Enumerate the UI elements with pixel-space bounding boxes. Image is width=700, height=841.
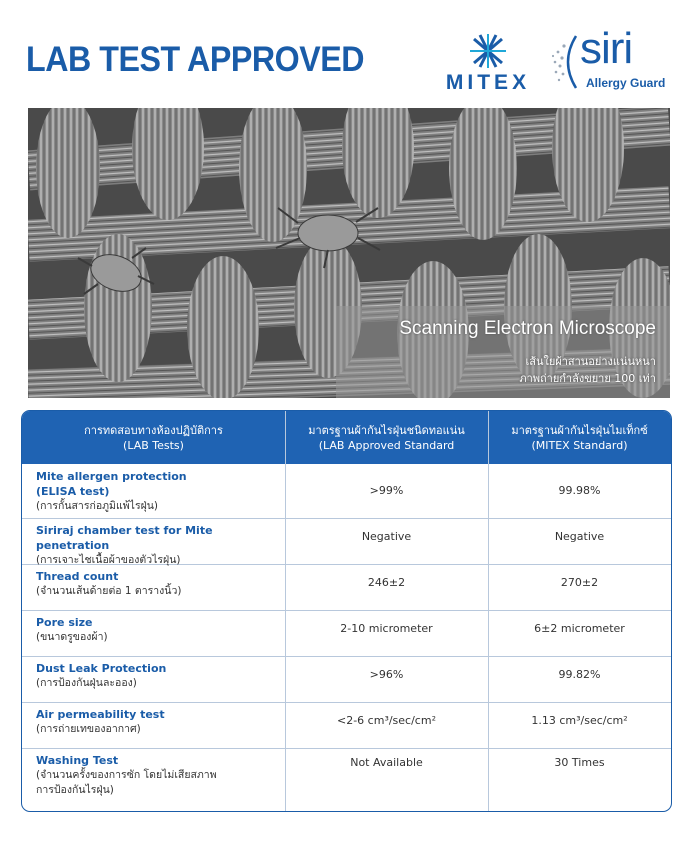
header-thai: การทดสอบทางห้องปฏิบัติการ <box>84 423 223 437</box>
siri-logo <box>550 24 670 96</box>
test-name: Dust Leak Protection <box>36 662 167 675</box>
lab-value: >96% <box>369 668 404 681</box>
table-row <box>22 702 671 748</box>
table-row <box>22 656 671 702</box>
mitex-value: 30 Times <box>554 756 605 769</box>
caption-line-2: ภาพถ่ายกำลังขยาย 100 เท่า <box>519 372 656 385</box>
test-name: Thread count <box>36 570 119 583</box>
caption-title: Scanning Electron Microscope <box>399 318 656 339</box>
mitex-emblem-icon <box>468 33 508 69</box>
test-name-thai: (การกั้นสารก่อภูมิแพ้ไรฝุ่น) <box>36 500 159 512</box>
microscope-photo <box>28 108 670 398</box>
page-title: LAB TEST APPROVED <box>26 40 365 79</box>
test-name: Pore size <box>36 616 93 629</box>
test-name-thai: (การถ่ายเทของอากาศ) <box>36 723 141 735</box>
header-en: (LAB Approved Standard <box>318 438 455 452</box>
test-name: Siriraj chamber test for Mite penetration <box>36 524 213 552</box>
test-name: Washing Test <box>36 754 119 767</box>
lab-value: <2-6 cm³/sec/cm² <box>337 714 436 727</box>
lab-value: >99% <box>369 484 404 497</box>
mitex-value: 270±2 <box>560 576 599 589</box>
header-lab-tests <box>22 411 285 464</box>
test-name: Mite allergen protection (ELISA test) <box>36 470 187 498</box>
header-thai: มาตรฐานผ้ากันไรฝุ่นไมเท็กซ์ <box>511 423 648 437</box>
test-name-thai: (จำนวนเส้นด้ายต่อ 1 ตารางนิ้ว) <box>36 585 182 597</box>
comparison-table <box>21 410 672 812</box>
mitex-value: 99.98% <box>558 484 601 497</box>
header-en: (MITEX Standard) <box>531 438 628 452</box>
siri-logo-subtitle: Allergy Guard <box>586 76 666 90</box>
mitex-value: Negative <box>554 530 605 543</box>
table-row <box>22 464 671 518</box>
test-name-thai: (ขนาดรูของผ้า) <box>36 631 108 643</box>
test-name-thai: (จำนวนครั้งของการซัก โดยไม่เสียสภาพ การป้องกันไรฝุ่น) <box>36 769 217 796</box>
lab-value: 246±2 <box>367 576 406 589</box>
table-row <box>22 748 671 811</box>
test-name-thai: (การป้องกันฝุ่นละออง) <box>36 677 137 689</box>
lab-value: Not Available <box>350 756 423 769</box>
header-thai: มาตรฐานผ้ากันไรฝุ่นชนิดทอแน่น <box>308 423 465 437</box>
lab-value: Negative <box>361 530 412 543</box>
table-row <box>22 564 671 610</box>
table-row <box>22 610 671 656</box>
mitex-value: 1.13 cm³/sec/cm² <box>531 714 628 727</box>
mitex-logo-text: MITEX <box>445 71 531 94</box>
header-lab-standard <box>285 411 488 464</box>
lab-value: 2-10 micrometer <box>340 622 433 635</box>
table-header <box>22 411 671 464</box>
header-mitex-standard <box>488 411 671 464</box>
caption-line-1: เส้นใยผ้าสานอย่างแน่นหนา <box>525 355 656 368</box>
table-row <box>22 518 671 564</box>
siri-logo-text: siri <box>580 24 633 73</box>
photo-caption <box>336 306 670 398</box>
mitex-value: 6±2 micrometer <box>534 622 625 635</box>
test-name-thai: (การเจาะไชเนื้อผ้าของตัวไรฝุ่น) <box>36 554 181 566</box>
header-en: (LAB Tests) <box>123 438 184 452</box>
siri-dots-icon <box>550 32 584 92</box>
mitex-logo <box>432 33 544 93</box>
mitex-value: 99.82% <box>558 668 601 681</box>
test-name: Air permeability test <box>36 708 165 721</box>
